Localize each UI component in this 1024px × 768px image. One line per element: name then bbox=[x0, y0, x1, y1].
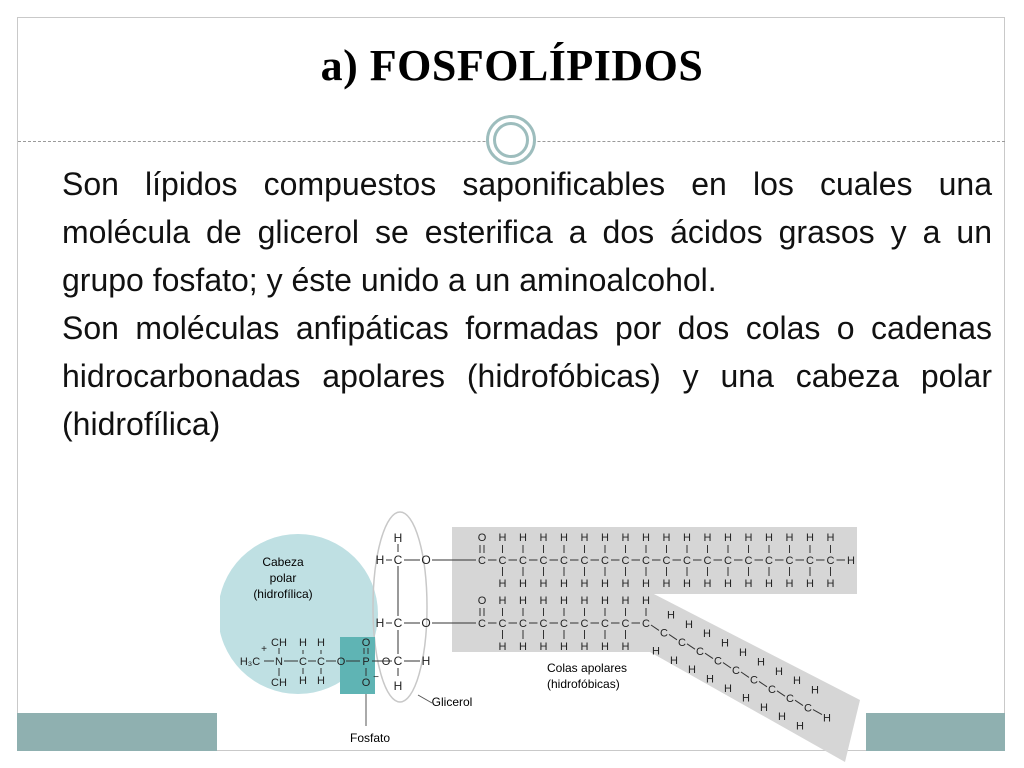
chain2-hydrogen: H bbox=[688, 664, 696, 677]
footer-band-right bbox=[866, 713, 1005, 751]
footer-band-left bbox=[17, 713, 217, 751]
chain1-carbon: C bbox=[519, 555, 527, 567]
chain2-hydrogen: H bbox=[519, 595, 527, 607]
chain2-carbon: C bbox=[786, 693, 794, 706]
chain2-hydrogen: H bbox=[811, 684, 819, 697]
atom-glycerol-c3: C bbox=[393, 654, 403, 668]
chain2-hydrogen: H bbox=[742, 692, 750, 705]
paragraph-amphipathic: Son moléculas anfipáticas formadas por dos colas o cadenas hidrocarbonadas apolares (hidrofóbicas) y una cabeza polar (hidrofílica) bbox=[62, 310, 992, 442]
chain1-carbon: C bbox=[744, 555, 753, 567]
chain2-carbon: C bbox=[714, 655, 722, 668]
chain1-carbon: C bbox=[621, 555, 630, 567]
atom-glycerol-o2: O bbox=[421, 616, 431, 630]
chain1-hydrogen: H bbox=[703, 532, 712, 544]
chain2-hydrogen: H bbox=[560, 641, 568, 653]
head-label-3: (hidrofílica) bbox=[253, 587, 313, 601]
atom-h-a1: H bbox=[299, 637, 307, 649]
chain2-carbon: C bbox=[580, 618, 589, 630]
phospholipid-diagram bbox=[220, 500, 870, 762]
minus-charge-icon: − bbox=[373, 672, 379, 683]
atom-glycerol-h2: H bbox=[375, 616, 385, 630]
chain1-hydrogen: H bbox=[806, 532, 814, 544]
chain1-carbon: C bbox=[642, 555, 650, 567]
atom-glycerol-h1: H bbox=[375, 553, 385, 567]
atom-h3c: H₃C bbox=[239, 656, 261, 668]
chain2-carbon: C bbox=[768, 683, 776, 696]
paragraph-definition: Son lípidos compuestos saponificables en los cuales una molécula de glicerol se esterifica a dos ácidos grasos y a un grupo fosfato; y éste unido a un aminoalcohol. bbox=[62, 166, 992, 298]
glycerol-label: Glicerol bbox=[431, 695, 473, 709]
chain1-terminal-h: H bbox=[847, 555, 855, 567]
chain1-hydrogen: H bbox=[519, 578, 527, 590]
chain1-hydrogen: H bbox=[785, 578, 794, 590]
chain2-carbon: C bbox=[696, 646, 704, 659]
chain2-carbon: C bbox=[498, 618, 507, 630]
chain1-hydrogen: H bbox=[662, 578, 671, 590]
chain2-carbon: C bbox=[601, 618, 609, 630]
chain1-hydrogen: H bbox=[642, 532, 650, 544]
chain2-hydrogen: H bbox=[721, 637, 729, 650]
chain1-hydrogen: H bbox=[826, 532, 835, 544]
chain1-hydrogen: H bbox=[539, 532, 548, 544]
tails-label-2: (hidrofóbicas) bbox=[547, 677, 620, 691]
chain1-carbon: C bbox=[683, 555, 691, 567]
atom-glycerol-c2: C bbox=[393, 616, 403, 630]
chain1-hydrogen: H bbox=[662, 532, 671, 544]
chain2-hydrogen: H bbox=[796, 720, 804, 733]
head-label-1: Cabeza bbox=[262, 555, 304, 569]
chain1-carbon: C bbox=[724, 555, 732, 567]
chain2-hydrogen: H bbox=[580, 641, 589, 653]
chain2-hydrogen: H bbox=[580, 595, 589, 607]
atom-c-a: C bbox=[299, 656, 307, 668]
chain2-carbon: C bbox=[478, 618, 486, 630]
atom-o-minus: O bbox=[361, 677, 371, 689]
atom-glycerol-h-top: H bbox=[393, 531, 403, 545]
chain2-hydrogen: H bbox=[757, 656, 765, 669]
chain2-carbon: C bbox=[560, 618, 568, 630]
chain2-hydrogen: H bbox=[498, 595, 507, 607]
chain1-hydrogen: H bbox=[724, 578, 732, 590]
chain2-hydrogen: H bbox=[560, 595, 568, 607]
chain2-hydrogen: H bbox=[652, 645, 660, 658]
chain1-carbon: C bbox=[806, 555, 814, 567]
atom-h-a2: H bbox=[299, 675, 307, 687]
chain1-hydrogen: H bbox=[744, 578, 753, 590]
chain2-hydrogen: H bbox=[670, 654, 678, 667]
chain1-hydrogen: H bbox=[621, 532, 630, 544]
chain2-hydrogen: H bbox=[519, 641, 527, 653]
chain2-terminal-h: H bbox=[823, 712, 831, 725]
chain1-carbon: C bbox=[826, 555, 835, 567]
chain1-carbon: C bbox=[478, 555, 486, 567]
atom-o-double: O bbox=[361, 637, 371, 649]
chain1-hydrogen: H bbox=[683, 578, 691, 590]
chain2-hydrogen: H bbox=[775, 665, 783, 678]
slide-body bbox=[62, 160, 992, 448]
atom-h-b2: H bbox=[317, 675, 325, 687]
slide-title: a) FOSFOLÍPIDOS bbox=[320, 41, 704, 90]
chain2-hydrogen: H bbox=[539, 595, 548, 607]
chain1-carbon: C bbox=[601, 555, 609, 567]
chain2-hydrogen: H bbox=[601, 595, 609, 607]
chain1-hydrogen: H bbox=[744, 532, 753, 544]
chain2-hydrogen: H bbox=[685, 618, 693, 631]
chain1-hydrogen: H bbox=[560, 532, 568, 544]
chain2-hydrogen: H bbox=[601, 641, 609, 653]
chain2-hydrogen: H bbox=[498, 641, 507, 653]
chain2-hydrogen: H bbox=[778, 711, 786, 724]
tails-label-1: Colas apolares bbox=[547, 661, 628, 675]
chain2-hydrogen: H bbox=[621, 641, 630, 653]
chain2-carbon: C bbox=[621, 618, 630, 630]
chain1-hydrogen: H bbox=[785, 532, 794, 544]
chain1-hydrogen: H bbox=[642, 578, 650, 590]
chain1-hydrogen: H bbox=[539, 578, 548, 590]
chain1-carbon: C bbox=[539, 555, 548, 567]
chain2-carbon: C bbox=[660, 627, 668, 640]
chain2-hydrogen: H bbox=[703, 628, 711, 641]
chain1-carbon: C bbox=[662, 555, 671, 567]
chain2-hydrogen: H bbox=[539, 641, 548, 653]
phosphate-label: Fosfato bbox=[349, 731, 391, 745]
chain1-hydrogen: H bbox=[765, 532, 773, 544]
chain2-hydrogen: H bbox=[739, 647, 747, 659]
chain1-hydrogen: H bbox=[683, 532, 691, 544]
chain1-hydrogen: H bbox=[826, 578, 835, 590]
atom-ch3-bottom: CH bbox=[271, 677, 287, 689]
chain1-hydrogen: H bbox=[601, 578, 609, 590]
chain2-carbon: C bbox=[804, 702, 812, 715]
chain1-hydrogen: H bbox=[806, 578, 814, 590]
atom-n: N bbox=[275, 656, 283, 668]
chain1-hydrogen: H bbox=[560, 578, 568, 590]
chain2-hydrogen: H bbox=[760, 701, 768, 714]
head-label-2: polar bbox=[269, 571, 297, 585]
chain2-hydrogen: H bbox=[706, 673, 714, 686]
chain2-carbon: C bbox=[539, 618, 548, 630]
chain1-carbon: C bbox=[703, 555, 712, 567]
chain2-carbon: C bbox=[678, 636, 686, 649]
atom-ch3-top: CH bbox=[271, 637, 287, 649]
glycerol-pointer bbox=[418, 695, 432, 703]
chain1-hydrogen: H bbox=[580, 532, 589, 544]
chain1-hydrogen: H bbox=[580, 578, 589, 590]
chain1-hydrogen: H bbox=[765, 578, 773, 590]
chain1-hydrogen: H bbox=[703, 578, 712, 590]
chain1-carbon: C bbox=[785, 555, 794, 567]
plus-charge-icon: + bbox=[261, 644, 267, 655]
chain2-hydrogen: H bbox=[621, 595, 630, 607]
chain1-carbon: C bbox=[580, 555, 589, 567]
atom-glycerol-o1: O bbox=[421, 553, 431, 567]
chain2-carbonyl-o: O bbox=[477, 595, 487, 607]
chain1-hydrogen: H bbox=[498, 578, 507, 590]
chain1-carbonyl-o: O bbox=[477, 532, 487, 544]
atom-p: P bbox=[362, 656, 370, 668]
chain1-hydrogen: H bbox=[498, 532, 507, 544]
chain2-carbon: C bbox=[732, 665, 740, 677]
atom-o-ester: O bbox=[336, 656, 346, 668]
chain2-carbon: C bbox=[750, 674, 758, 687]
chain1-hydrogen: H bbox=[601, 532, 609, 544]
chain1-hydrogen: H bbox=[519, 532, 527, 544]
chain1-hydrogen: H bbox=[621, 578, 630, 590]
chain2-hydrogen: H bbox=[667, 609, 675, 622]
chain1-carbon: C bbox=[498, 555, 507, 567]
chain1-carbon: C bbox=[765, 555, 773, 567]
chain1-hydrogen: H bbox=[724, 532, 732, 544]
chain1-carbon: C bbox=[560, 555, 568, 567]
atom-c-b: C bbox=[317, 656, 325, 668]
atom-glycerol-h-bottom: H bbox=[393, 679, 403, 693]
chain2-hydrogen: H bbox=[724, 683, 732, 695]
chain2-carbon: C bbox=[519, 618, 527, 630]
atom-glycerol-c1: C bbox=[393, 553, 403, 567]
chain2-hydrogen: H bbox=[793, 675, 801, 688]
atom-o-glycerol: O bbox=[381, 656, 391, 668]
chain2-carbon: C bbox=[642, 618, 650, 630]
atom-glycerol-h3: H bbox=[421, 654, 431, 668]
atom-h-b1: H bbox=[317, 637, 325, 649]
ring-ornament-icon bbox=[486, 115, 536, 165]
chain2-hydrogen: H bbox=[642, 595, 650, 607]
